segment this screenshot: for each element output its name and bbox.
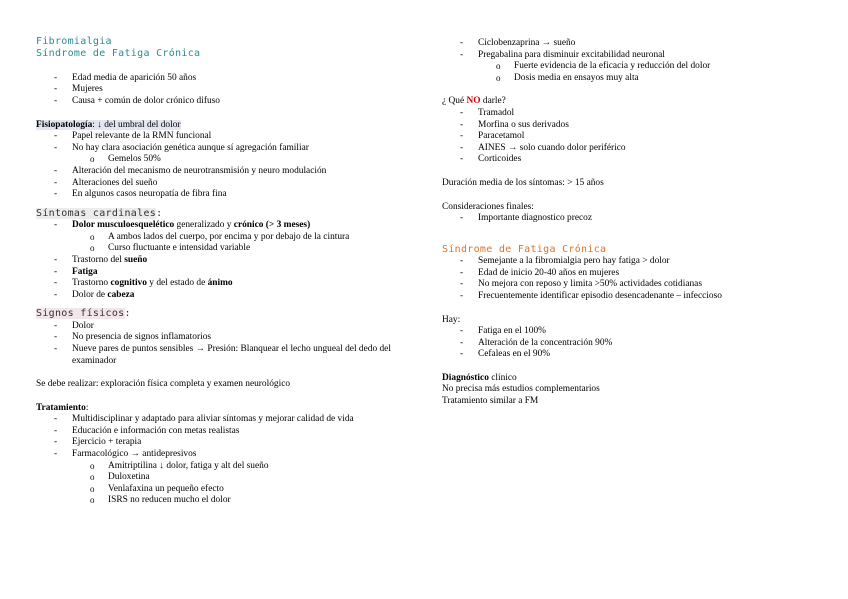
tratamiento-list [36, 414, 414, 507]
list-item: - Paracetamol [442, 131, 822, 143]
list-subitem: o Amitriptilina ↓ dolor, fatiga y alt del sueño [36, 461, 414, 473]
list-subitem: o A ambos lados del cuerpo, por encima y por debajo de la cintura [36, 232, 414, 244]
doc-subtitle: Síndrome de Fatiga Crónica [36, 48, 201, 60]
list-item: - Morfina o sus derivados [442, 120, 822, 132]
left-column [36, 36, 414, 507]
list-item: - Alteración de la concentración 90% [442, 338, 822, 350]
doc-title: Fibromialgia [36, 36, 112, 47]
list-item: - Trastorno cognitivo y del estado de ánimo [36, 278, 414, 290]
list-item: - Dolor [36, 321, 414, 333]
list-item: - Ejercicio + terapia [36, 437, 414, 449]
list-subitem: o Curso fluctuante e intensidad variable [36, 243, 414, 255]
right-column [442, 38, 822, 408]
farmaco-continuation-list [442, 38, 822, 84]
list-item: - Cefaleas en el 90% [442, 349, 822, 361]
cardinal-list [36, 220, 414, 301]
diagnostico-note: No precisa más estudios complementarios [442, 384, 600, 395]
que-no-darle-heading: ¿ Qué NO darle? [442, 96, 506, 107]
signos-list [36, 321, 414, 367]
fisiopatologia-heading: Fisiopatología: ↓ del umbral del dolor [36, 119, 181, 130]
consideraciones-heading: Consideraciones finales: [442, 201, 534, 212]
list-item: - No hay clara asociación genética aunque sí agregación familiar [36, 143, 414, 155]
list-subitem: o Venlafaxina un pequeño efecto [36, 484, 414, 496]
diagnostico-line: Diagnóstico clínico [442, 372, 517, 383]
list-item: - Frecuentemente identificar episodio desencadenante – infeccioso [442, 291, 822, 303]
list-item: - Semejante a la fibromialgia pero hay fatiga > dolor [442, 256, 822, 268]
tratamiento-note: Tratamiento similar a FM [442, 396, 539, 407]
list-item: - Farmacológico → antidepresivos [36, 449, 414, 461]
fisio-list [36, 131, 414, 201]
list-item: - Trastorno del sueño [36, 255, 414, 267]
list-item: - Dolor musculoesquelético generalizado y crónico (> 3 meses) [36, 220, 414, 232]
duracion-note: Duración media de los síntomas: > 15 años [442, 177, 604, 188]
sfc-heading: Síndrome de Fatiga Crónica [442, 243, 607, 255]
exploracion-note: Se debe realizar: exploración física completa y examen neurológico [36, 379, 291, 390]
list-item: - En algunos casos neuropatía de fibra fina [36, 189, 414, 201]
list-subitem: o Dosis media en ensayos muy alta [442, 73, 822, 85]
list-item: - Edad media de aparición 50 años [36, 73, 414, 85]
signos-heading: Signos físicos: [36, 308, 131, 320]
list-item: - Educación e información con metas realistas [36, 426, 414, 438]
hay-list [442, 326, 822, 361]
list-item: - Importante diagnostico precoz [442, 213, 822, 225]
list-item: - Alteraciones del sueño [36, 178, 414, 190]
list-item: - Tramadol [442, 108, 822, 120]
list-item: - Multidisciplinar y adaptado para aliviar síntomas y mejorar calidad de vida [36, 414, 414, 426]
intro-list [36, 73, 414, 108]
list-item: - Fatiga en el 100% [442, 326, 822, 338]
sfc-list [442, 256, 822, 302]
list-item: - Dolor de cabeza [36, 290, 414, 302]
consideraciones-list [442, 213, 822, 225]
no-darle-list [442, 108, 822, 166]
tratamiento-heading: Tratamiento: [36, 402, 89, 413]
list-item: - Fatiga [36, 267, 414, 279]
list-item: - Causa + común de dolor crónico difuso [36, 96, 414, 108]
list-item: - Ciclobenzaprina → sueño [442, 38, 822, 50]
list-subitem: o Fuerte evidencia de la eficacia y reducción del dolor [442, 61, 822, 73]
list-item: - Nueve pares de puntos sensibles → Presión: Blanquear el lecho ungueal del dedo del examinador [36, 344, 414, 367]
list-item: - Mujeres [36, 84, 414, 96]
list-subitem: o Duloxetina [36, 472, 414, 484]
list-item: - Alteración del mecanismo de neurotransmisión y neuro modulación [36, 166, 414, 178]
list-item: - Papel relevante de la RMN funcional [36, 131, 414, 143]
list-item: - AINES → solo cuando dolor periférico [442, 143, 822, 155]
hay-heading: Hay: [442, 314, 461, 325]
list-subitem: o ISRS no reducen mucho el dolor [36, 495, 414, 507]
list-item: - Edad de inicio 20-40 años en mujeres [442, 268, 822, 280]
list-item: - No mejora con reposo y limita >50% actividades cotidianas [442, 279, 822, 291]
list-item: - Corticoides [442, 154, 822, 166]
sintomas-heading: Síntomas cardinales: [36, 207, 163, 219]
list-item: - No presencia de signos inflamatorios [36, 332, 414, 344]
list-item: - Pregabalina para disminuir excitabilidad neuronal [442, 50, 822, 62]
list-subitem: o Gemelos 50% [36, 154, 414, 166]
